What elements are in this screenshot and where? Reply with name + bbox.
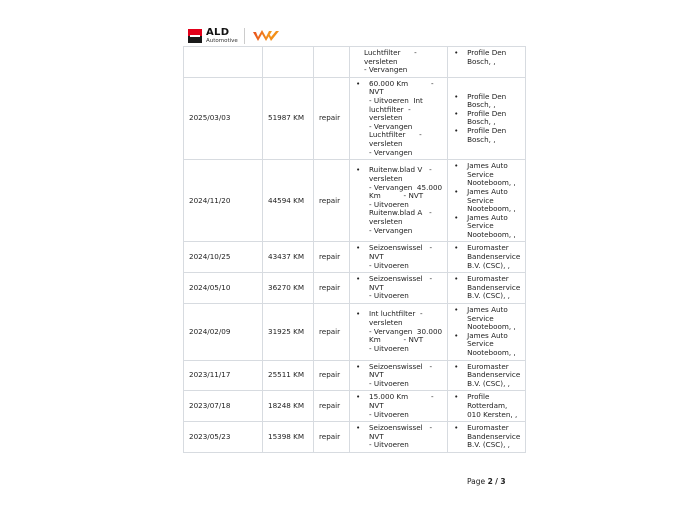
- type-cell: repair: [314, 273, 350, 304]
- work-line: Km - NVT: [369, 335, 424, 345]
- type-cell: repair: [314, 304, 350, 361]
- work-line: • Ruitenw.blad V -: [369, 165, 432, 175]
- workshop-line: Service: [467, 313, 494, 323]
- work-cell: [350, 422, 448, 453]
- workshop-line: • Euromaster: [467, 274, 509, 284]
- current-page: 2: [487, 477, 493, 486]
- date-cell: 2025/03/03: [184, 77, 263, 159]
- table-row: [184, 422, 526, 453]
- workshop-line: • James Auto: [467, 161, 508, 171]
- work-list: [355, 49, 442, 75]
- work-line: • Seizoenswissel -: [369, 243, 433, 253]
- mileage-cell: 44594 KM: [263, 160, 314, 242]
- work-list: [355, 166, 442, 235]
- mileage-cell: 51987 KM: [263, 77, 314, 159]
- workshop-line: • Profile Den: [467, 91, 507, 101]
- ww-partner-logo-icon: [252, 29, 280, 43]
- workshop-line: Service: [467, 195, 494, 205]
- work-line: versleten: [369, 138, 403, 148]
- work-line: versleten: [364, 56, 398, 66]
- workshop-cell: [448, 422, 526, 453]
- workshop-list: [453, 363, 520, 389]
- workshop-cell: [448, 273, 526, 304]
- mileage-cell: 36270 KM: [263, 273, 314, 304]
- workshop-list: [453, 49, 520, 66]
- mileage-cell: 15398 KM: [263, 422, 314, 453]
- workshop-item: [453, 127, 520, 144]
- page-separator: /: [495, 477, 498, 486]
- table-row: [184, 273, 526, 304]
- workshop-list: [453, 244, 520, 270]
- workshop-item: [453, 244, 520, 270]
- workshop-line: 010 Kersten, ,: [467, 409, 518, 419]
- work-cell: [350, 242, 448, 273]
- work-line: versleten: [369, 174, 403, 184]
- workshop-item: [453, 162, 520, 188]
- workshop-item: [453, 332, 520, 358]
- workshop-line: • Euromaster: [467, 423, 509, 433]
- work-item: [355, 80, 442, 157]
- workshop-line: Bandenservice: [467, 370, 521, 380]
- work-item: [355, 49, 442, 75]
- work-line: Luchtfilter -: [369, 130, 422, 140]
- workshop-list: [453, 424, 520, 450]
- maintenance-history-table: [183, 46, 526, 453]
- workshop-line: Service: [467, 221, 494, 231]
- work-line: NVT: [369, 252, 384, 262]
- table-row: [184, 242, 526, 273]
- type-cell: repair: [314, 422, 350, 453]
- workshop-item: [453, 424, 520, 450]
- workshop-list: [453, 275, 520, 301]
- work-line: - Uitvoeren: [369, 291, 409, 301]
- workshop-line: Nooteboom, ,: [467, 322, 516, 332]
- work-item: [355, 424, 442, 450]
- workshop-line: • Profile Den: [467, 48, 507, 57]
- workshop-line: Nooteboom, ,: [467, 178, 516, 188]
- table-row: [184, 160, 526, 242]
- workshop-line: • Profile: [467, 392, 490, 402]
- workshop-cell: [448, 47, 526, 78]
- ald-automotive-logo: [206, 28, 238, 45]
- work-line: Luchtfilter -: [364, 48, 417, 57]
- workshop-line: Rotterdam,: [467, 400, 508, 410]
- work-cell: [350, 47, 448, 78]
- workshop-line: Bosch, ,: [467, 117, 496, 127]
- workshop-line: B.V. (CSC), ,: [467, 440, 510, 450]
- ald-logo-icon: [188, 29, 202, 43]
- work-cell: [350, 77, 448, 159]
- workshop-line: Bosch, ,: [467, 134, 496, 144]
- work-line: - Uitvoeren: [369, 343, 409, 353]
- work-line: - Vervangen 30.000: [369, 326, 443, 336]
- workshop-line: Bandenservice: [467, 282, 521, 292]
- workshop-cell: [448, 160, 526, 242]
- work-line: - Uitvoeren Int: [369, 95, 423, 105]
- work-line: NVT: [369, 282, 384, 292]
- header-logos: [188, 26, 280, 46]
- type-cell: repair: [314, 160, 350, 242]
- work-line: - Vervangen: [369, 121, 413, 131]
- workshop-item: [453, 214, 520, 240]
- date-cell: 2023/05/23: [184, 422, 263, 453]
- workshop-list: [453, 93, 520, 145]
- workshop-line: • Profile Den: [467, 126, 507, 136]
- workshop-line: • James Auto: [467, 330, 508, 340]
- work-line: NVT: [369, 370, 384, 380]
- workshop-item: [453, 188, 520, 214]
- workshop-line: Bosch, ,: [467, 56, 496, 66]
- workshop-line: • Euromaster: [467, 243, 509, 253]
- work-line: - Uitvoeren: [369, 199, 409, 209]
- date-cell: 2024/02/09: [184, 304, 263, 361]
- workshop-item: [453, 363, 520, 389]
- workshop-item: [453, 49, 520, 66]
- date-cell: 2024/05/10: [184, 273, 263, 304]
- work-list: [355, 275, 442, 301]
- workshop-item: [453, 93, 520, 110]
- work-line: versleten: [369, 216, 403, 226]
- workshop-line: B.V. (CSC), ,: [467, 260, 510, 270]
- work-item: [355, 310, 442, 353]
- workshop-line: Bandenservice: [467, 252, 521, 262]
- work-cell: [350, 304, 448, 361]
- work-line: - Vervangen: [369, 225, 413, 235]
- type-cell: repair: [314, 77, 350, 159]
- workshop-line: B.V. (CSC), ,: [467, 291, 510, 301]
- mileage-cell: 18248 KM: [263, 391, 314, 422]
- work-line: • 15.000 Km -: [369, 392, 434, 402]
- mileage-cell: [263, 47, 314, 78]
- work-line: - Uitvoeren: [369, 440, 409, 450]
- work-line: • Seizoenswissel -: [369, 423, 433, 433]
- work-line: - Uitvoeren: [369, 378, 409, 388]
- table-row: [184, 47, 526, 78]
- workshop-line: Nooteboom, ,: [467, 229, 516, 239]
- workshop-line: • James Auto: [467, 305, 508, 315]
- work-list: [355, 244, 442, 270]
- workshop-cell: [448, 77, 526, 159]
- workshop-list: [453, 306, 520, 358]
- workshop-item: [453, 110, 520, 127]
- work-list: [355, 424, 442, 450]
- mileage-cell: 25511 KM: [263, 360, 314, 391]
- table-row: [184, 77, 526, 159]
- work-list: [355, 393, 442, 419]
- workshop-list: [453, 162, 520, 239]
- work-line: - Vervangen 45.000: [369, 182, 443, 192]
- page-label: Page: [467, 477, 486, 486]
- work-cell: [350, 160, 448, 242]
- work-line: Ruitenw.blad A -: [369, 208, 432, 218]
- work-line: Km - NVT: [369, 191, 424, 201]
- page-indicator: [467, 477, 506, 486]
- workshop-line: Nooteboom, ,: [467, 204, 516, 214]
- workshop-item: [453, 306, 520, 332]
- work-line: - Uitvoeren: [369, 260, 409, 270]
- work-item: [355, 275, 442, 301]
- work-line: - Uitvoeren: [369, 409, 409, 419]
- mileage-cell: 43437 KM: [263, 242, 314, 273]
- workshop-line: • Profile Den: [467, 108, 507, 118]
- date-cell: 2023/11/17: [184, 360, 263, 391]
- type-cell: [314, 47, 350, 78]
- type-cell: repair: [314, 242, 350, 273]
- workshop-line: Bandenservice: [467, 431, 521, 441]
- workshop-line: Service: [467, 339, 494, 349]
- table-row: [184, 391, 526, 422]
- work-cell: [350, 391, 448, 422]
- work-line: • 60.000 Km -: [369, 78, 434, 88]
- table-row: [184, 360, 526, 391]
- workshop-line: • Euromaster: [467, 361, 509, 371]
- work-line: NVT: [369, 431, 384, 441]
- workshop-item: [453, 275, 520, 301]
- work-line: NVT: [369, 400, 384, 410]
- work-list: [355, 80, 442, 157]
- workshop-line: B.V. (CSC), ,: [467, 378, 510, 388]
- workshop-list: [453, 393, 520, 419]
- brand-primary: ALD: [206, 26, 230, 38]
- work-list: [355, 310, 442, 353]
- date-cell: 2023/07/18: [184, 391, 263, 422]
- type-cell: repair: [314, 391, 350, 422]
- date-cell: 2024/10/25: [184, 242, 263, 273]
- workshop-line: Service: [467, 169, 494, 179]
- workshop-line: • James Auto: [467, 212, 508, 222]
- work-item: [355, 393, 442, 419]
- workshop-line: • James Auto: [467, 186, 508, 196]
- workshop-cell: [448, 360, 526, 391]
- work-line: versleten: [369, 317, 403, 327]
- workshop-cell: [448, 391, 526, 422]
- work-item: [355, 244, 442, 270]
- workshop-cell: [448, 304, 526, 361]
- date-cell: [184, 47, 263, 78]
- work-line: • Seizoenswissel -: [369, 274, 433, 284]
- date-cell: 2024/11/20: [184, 160, 263, 242]
- work-line: - Vervangen: [369, 147, 413, 157]
- mileage-cell: 31925 KM: [263, 304, 314, 361]
- table-row: [184, 304, 526, 361]
- work-line: NVT: [369, 87, 384, 97]
- work-item: [355, 166, 442, 235]
- work-item: [355, 363, 442, 389]
- logo-divider: [244, 28, 245, 44]
- work-cell: [350, 273, 448, 304]
- workshop-line: Nooteboom, ,: [467, 348, 516, 357]
- brand-secondary: Automotive: [206, 37, 238, 44]
- work-cell: [350, 360, 448, 391]
- work-line: - Vervangen: [364, 65, 408, 75]
- work-line: • Int luchtfilter -: [369, 309, 423, 319]
- work-line: • Seizoenswissel -: [369, 361, 433, 371]
- work-line: versleten: [369, 113, 403, 123]
- workshop-cell: [448, 242, 526, 273]
- workshop-line: Bosch, ,: [467, 100, 496, 110]
- work-list: [355, 363, 442, 389]
- type-cell: repair: [314, 360, 350, 391]
- work-line: luchtfilter -: [369, 104, 411, 114]
- workshop-item: [453, 393, 520, 419]
- total-pages: 3: [500, 477, 506, 486]
